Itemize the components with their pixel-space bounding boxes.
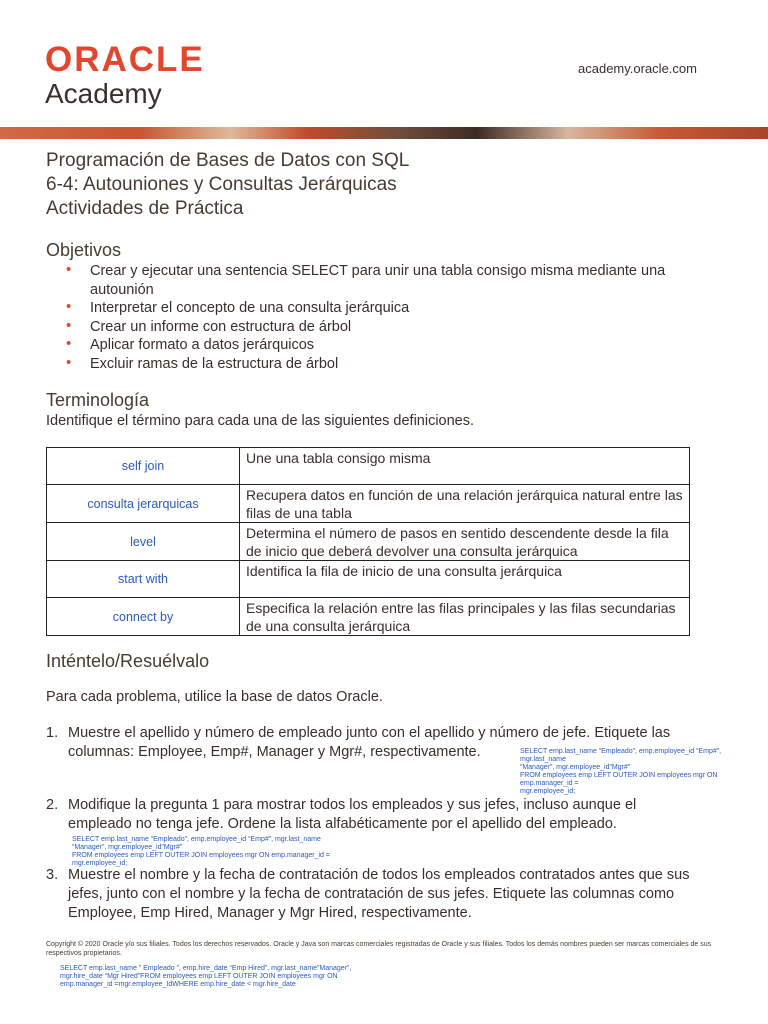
practice-intro: Para cada problema, utilice la base de datos Oracle. <box>46 689 383 705</box>
definition-cell: Determina el número de pasos en sentido descendente desde la fila de inicio que deberá devolver una consulta jerárquica <box>240 523 690 561</box>
course-title: Programación de Bases de Datos con SQL <box>46 150 410 171</box>
activity-title: Actividades de Práctica <box>46 198 244 219</box>
decorative-banner <box>0 127 768 139</box>
terminology-table <box>46 447 690 636</box>
table-row <box>47 448 690 485</box>
term-cell[interactable]: start with <box>47 561 240 598</box>
problem-2: 2. Modifique la pregunta 1 para mostrar todos los empleados y sus jefes, incluso aunque el empleado no tenga jefe. Ordene la lista alfabéticamente por el apellido del empleado. <box>46 797 637 832</box>
bullet-icon: • <box>66 298 72 315</box>
sql-answer-1[interactable]: SELECT emp.last_name “Empleado”, emp.employee_id “Emp#”, mgr.last_name “Manager”, mgr.employee_id”Mgr#” FROM employees emp LEFT OUTER JOIN employees mgr ON emp.manager_id = mgr.employee_id; <box>520 748 722 795</box>
problem-3: 3. Muestre el nombre y la fecha de contratación de todos los empleados contratados antes que sus jefes, junto con el nombre y la fecha de contratación de sus jefes. Etiquete las columnas como Employee, Emp Hired, Manager y Mgr Hired, respectivamente. <box>46 867 690 921</box>
sql-answer-3[interactable]: SELECT emp.last_name ” Empleado ”, emp.hire_date “Emp Hired”, mgr.last_name”Manager”, mgr.hire_date “Mgr Hired”FROM employees emp LEFT OUTER JOIN employees mgr ON emp.manager_id =mgr.employee_IdWHERE emp.hire_date < mgr.hire_date <box>60 965 352 988</box>
problem-1: 1. Muestre el apellido y número de empleado junto con el apellido y número de jefe. Etiquete las columnas: Employee, Emp#, Manager y Mgr#, respectivamente. <box>46 725 671 760</box>
definition-cell: Une una tabla consigo misma <box>240 448 690 485</box>
objective-item: • Crear un informe con estructura de árbol <box>66 316 352 335</box>
sql-answer-2[interactable]: SELECT emp.last_name “Empleado”, emp.employee_id “Emp#”, mgr.last_name “Manager”, mgr.employee_id”Mgr#” FROM employees emp LEFT OUTER JOIN employees mgr ON emp.manager_id = mgr.employee_id; <box>72 836 330 867</box>
table-row <box>47 485 690 523</box>
terminology-heading: Terminología <box>46 390 150 410</box>
academy-logo-text: Academy <box>45 78 162 109</box>
definition-cell: Identifica la fila de inicio de una consulta jerárquica <box>240 561 690 598</box>
copyright-footer: Copyright © 2020 Oracle y/o sus filiales. Todos los derechos reservados. Oracle y Java son marcas comerciales registradas de Oracle y sus filiales. Todos los demás nombres pueden ser marcas comerciales de sus respectivos propietarios. <box>46 941 712 957</box>
definition-cell: Especifica la relación entre las filas principales y las filas secundarias de una consulta jerárquica <box>240 598 690 636</box>
objective-item: • Crear y ejecutar una sentencia SELECT para unir una tabla consigo misma mediante una autounión <box>66 261 666 298</box>
practice-heading: Inténtelo/Resuélvalo <box>46 651 210 671</box>
terminology-intro: Identifique el término para cada una de las siguientes definiciones. <box>46 413 475 429</box>
table-row <box>47 561 690 598</box>
objectives-list <box>66 262 726 373</box>
bullet-icon: • <box>66 335 72 352</box>
site-url[interactable]: academy.oracle.com <box>578 61 697 76</box>
term-cell[interactable]: level <box>47 523 240 561</box>
term-cell[interactable]: self join <box>47 448 240 485</box>
objective-item: • Interpretar el concepto de una consulta jerárquica <box>66 298 410 316</box>
table-row <box>47 598 690 636</box>
lesson-title: 6-4: Autouniones y Consultas Jerárquicas <box>46 174 397 195</box>
oracle-logo: ORACLE <box>45 40 205 79</box>
bullet-icon: • <box>66 316 72 334</box>
objectives-heading: Objetivos <box>46 240 122 260</box>
objective-item: • Excluir ramas de la estructura de árbol <box>66 353 339 372</box>
bullet-icon: • <box>66 261 72 278</box>
term-cell[interactable]: consulta jerarquicas <box>47 485 240 523</box>
bullet-icon: • <box>66 353 72 371</box>
table-row <box>47 523 690 561</box>
objective-item: • Aplicar formato a datos jerárquicos <box>66 335 315 353</box>
term-cell[interactable]: connect by <box>47 598 240 636</box>
definition-cell: Recupera datos en función de una relación jerárquica natural entre las filas de una tabla <box>240 485 690 523</box>
